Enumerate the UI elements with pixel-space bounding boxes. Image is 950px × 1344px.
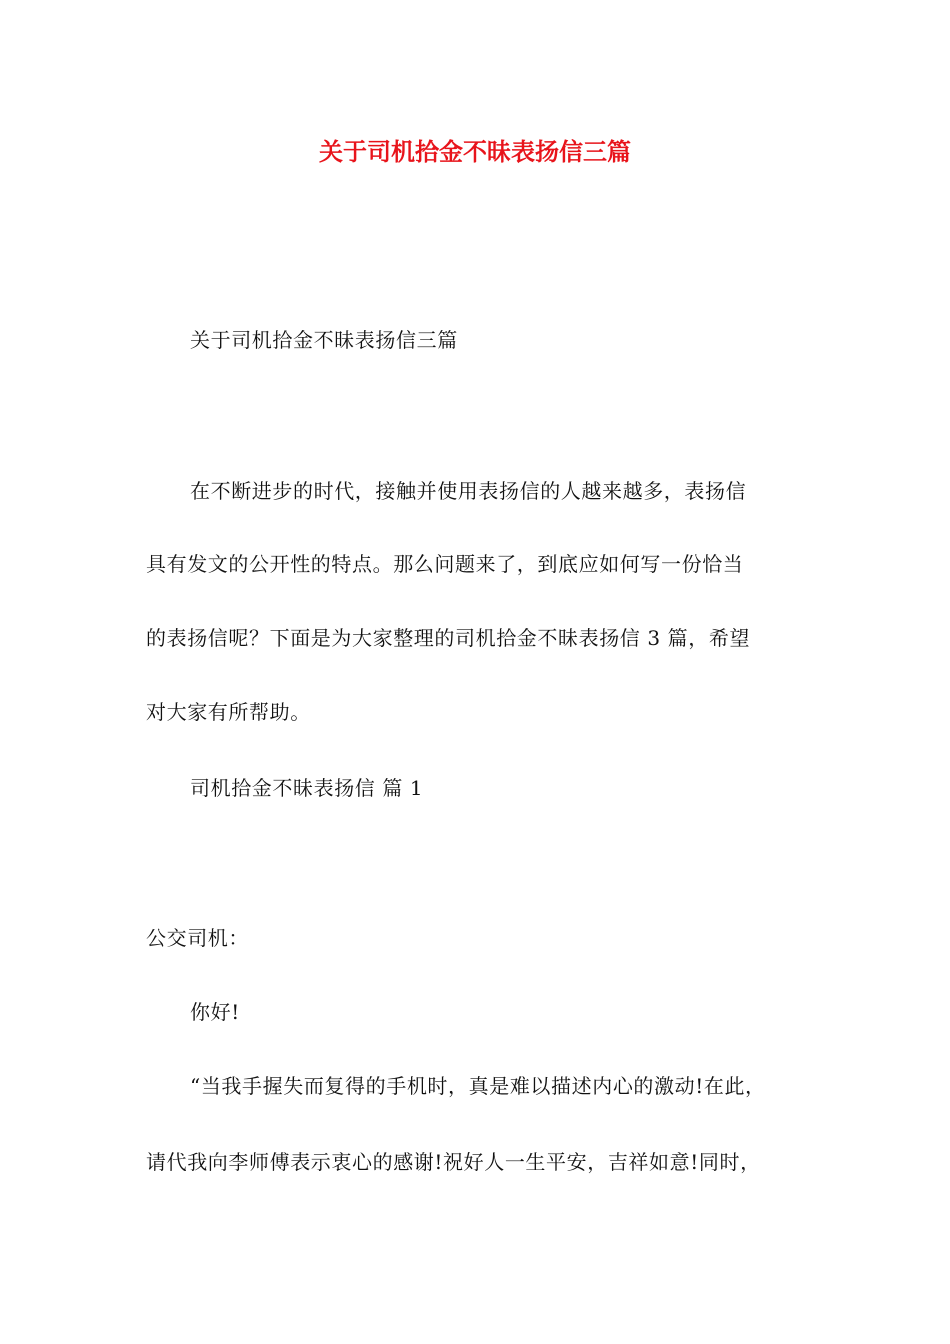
document-title: 关于司机拾金不昧表扬信三篇 <box>319 138 631 166</box>
intro-line-3: 的表扬信呢？下面是为大家整理的司机拾金不昧表扬信 3 篇，希望 <box>146 626 751 650</box>
greeting: 你好! <box>190 1000 240 1024</box>
intro-line-2: 具有发文的公开性的特点。那么问题来了，到底应如何写一份恰当 <box>146 552 744 576</box>
intro-line-4: 对大家有所帮助。 <box>146 700 311 724</box>
subtitle: 关于司机拾金不昧表扬信三篇 <box>190 328 458 352</box>
body-line-2: 请代我向李师傅表示衷心的感谢!祝好人一生平安，吉祥如意!同时， <box>146 1150 761 1174</box>
body-line-1: “当我手握失而复得的手机时，真是难以描述内心的激动!在此， <box>190 1074 766 1098</box>
salutation: 公交司机： <box>146 926 249 950</box>
section-heading: 司机拾金不昧表扬信 篇 1 <box>190 776 424 800</box>
intro-line-1: 在不断进步的时代，接触并使用表扬信的人越来越多，表扬信 <box>190 479 747 503</box>
